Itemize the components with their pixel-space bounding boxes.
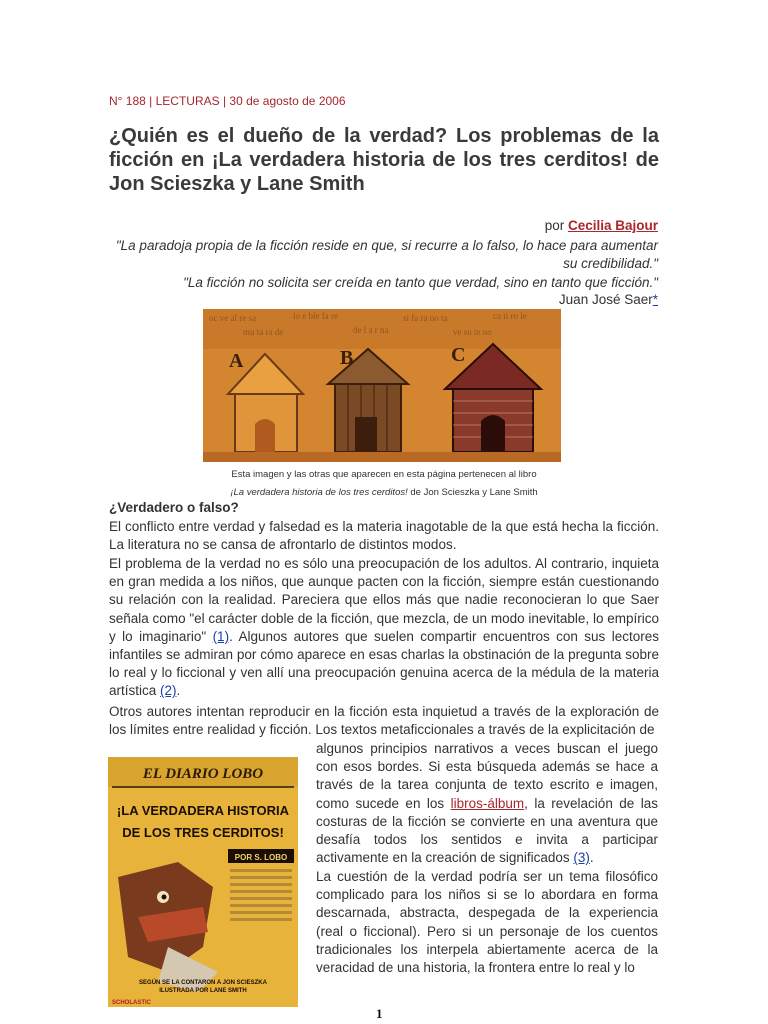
issue-meta: N° 188 | LECTURAS | 30 de agosto de 2006	[109, 94, 346, 108]
paragraph-3: Otros autores intentan reproducir en la ficción esta inquietud a través de la exploración de los límites entre realidad y ficción. Los textos metaficcionales a través de la explicitación de	[109, 704, 659, 738]
svg-text:si fa ra no ta: si fa ra no ta	[403, 313, 448, 323]
svg-text:ve su te no: ve su te no	[453, 327, 492, 337]
quote-author-name: Juan José Saer	[558, 292, 653, 307]
caption-book-title: ¡La verdadera historia de los tres cerditos!	[230, 487, 408, 498]
libros-album-link[interactable]: libros-álbum	[450, 795, 525, 811]
paragraph-4	[316, 740, 658, 867]
paragraph-4-text-b: , la revelación de las costuras de la ficción se convierte en una aventura que desafía todos los sentidos e invita a participar activamente en la creación de significados	[316, 795, 658, 866]
svg-text:oc ve al re sa: oc ve al re sa	[209, 313, 256, 323]
three-houses-illustration	[203, 309, 561, 462]
byline	[545, 218, 658, 233]
caption-book-authors: de Jon Scieszka y Lane Smith	[407, 487, 538, 498]
quote-author	[559, 292, 658, 307]
book-cover-image	[108, 757, 298, 1007]
epigraph-quote-2: "La ficción no solicita ser creída en tanto que verdad, sino en tanto que ficción."	[183, 275, 658, 290]
cover-credit-1: SEGÚN SE LA CONTARON A JON SCIESZKA	[139, 980, 267, 986]
svg-text:ca ti ro le: ca ti ro le	[493, 311, 527, 321]
cover-title-line-2: DE LOS TRES CERDITOS!	[122, 825, 284, 840]
author-link[interactable]: Cecilia Bajour	[567, 218, 658, 233]
svg-text:de l a r na: de l a r na	[353, 325, 389, 335]
paragraph-5: La cuestión de la verdad podría ser un tema filosófico complicado para los niños si se lo abordara en forma descarnada, abstracta, despegada de la experiencia (real o ficcional). Pero si un personaje de los cuentos tradicionales los interpela abiertamente acerca de la veracidad de una historia, la frontera entre lo real y lo	[316, 869, 658, 976]
paragraph-4-text-c: .	[589, 850, 594, 866]
footnote-link-star[interactable]: *	[652, 292, 658, 307]
image-caption-line-1: Esta imagen y las otras que aparecen en esta página pertenecen al libro	[231, 469, 537, 480]
paragraph-2-text-a: El problema de la verdad no es sólo una preocupación de los adultos. Al contrario, inquieta en gran medida a los niños, que aunque pacten con la ficción, siempre están cuestionando su relación con la realidad. Pareciera que ellos más que nadie reconocieran lo que Saer señala como "el carácter doble de la ficción, que mezcla, de un modo inevitable, lo empírico y lo imaginario"	[109, 556, 659, 644]
paragraph-4-text-a: algunos principios narrativos a veces buscan el juego con esos bordes. Si esta búsqueda además se hace a través de la tarea conjunta de texto escrito e imagen, como sucede en los	[316, 741, 658, 811]
letter-b: B	[340, 347, 354, 369]
paragraph-2-text-c: .	[176, 683, 181, 699]
svg-text:mu ta ra de: mu ta ra de	[243, 327, 284, 337]
cover-masthead: EL DIARIO LOBO	[142, 766, 264, 782]
article-title: ¿Quién es el dueño de la verdad? Los problemas de la ficción en ¡La verdadera historia de los tres cerditos! de Jon Scieszka y Lane Smith	[109, 125, 659, 195]
byline-prefix: por	[544, 218, 568, 233]
letter-c: C	[451, 344, 466, 366]
image-caption-line-2	[150, 487, 618, 498]
cover-credit-2: ILUSTRADA POR LANE SMITH	[159, 988, 247, 994]
footnote-link-3[interactable]: (3)	[573, 850, 590, 866]
paragraph-2-text-b: . Algunos autores que suelen compartir encuentros con sus lectores infantiles se admiran por cómo aparece en esas charlas la obstinación de la pregunta sobre lo real y lo ficcional y ven allí una preocupación genuina acerca de la médula de la materia artística	[109, 628, 659, 699]
letter-a: A	[229, 350, 244, 372]
page-number: 1	[376, 1006, 383, 1021]
paragraph-2	[109, 555, 659, 701]
cover-byline: POR S. LOBO	[234, 853, 288, 862]
section-heading: ¿Verdadero o falso?	[109, 500, 239, 515]
footnote-link-1[interactable]: (1)	[212, 628, 230, 644]
paragraph-1: El conflicto entre verdad y falsedad es la materia inagotable de la que está hecha la ficción. La literatura no se cansa de afrontarlo de distintos modos.	[109, 519, 659, 553]
footnote-link-2[interactable]: (2)	[160, 683, 177, 699]
cover-publisher: SCHOLASTIC	[112, 1000, 151, 1006]
epigraph-quote-1: "La paradoja propia de la ficción reside en que, si recurre a lo falso, lo hace para aumentar su credibilidad."	[115, 238, 658, 271]
svg-text:lo e ble fa re: lo e ble fa re	[293, 311, 338, 321]
cover-title-line-1: ¡LA VERDADERA HISTORIA	[116, 803, 290, 818]
